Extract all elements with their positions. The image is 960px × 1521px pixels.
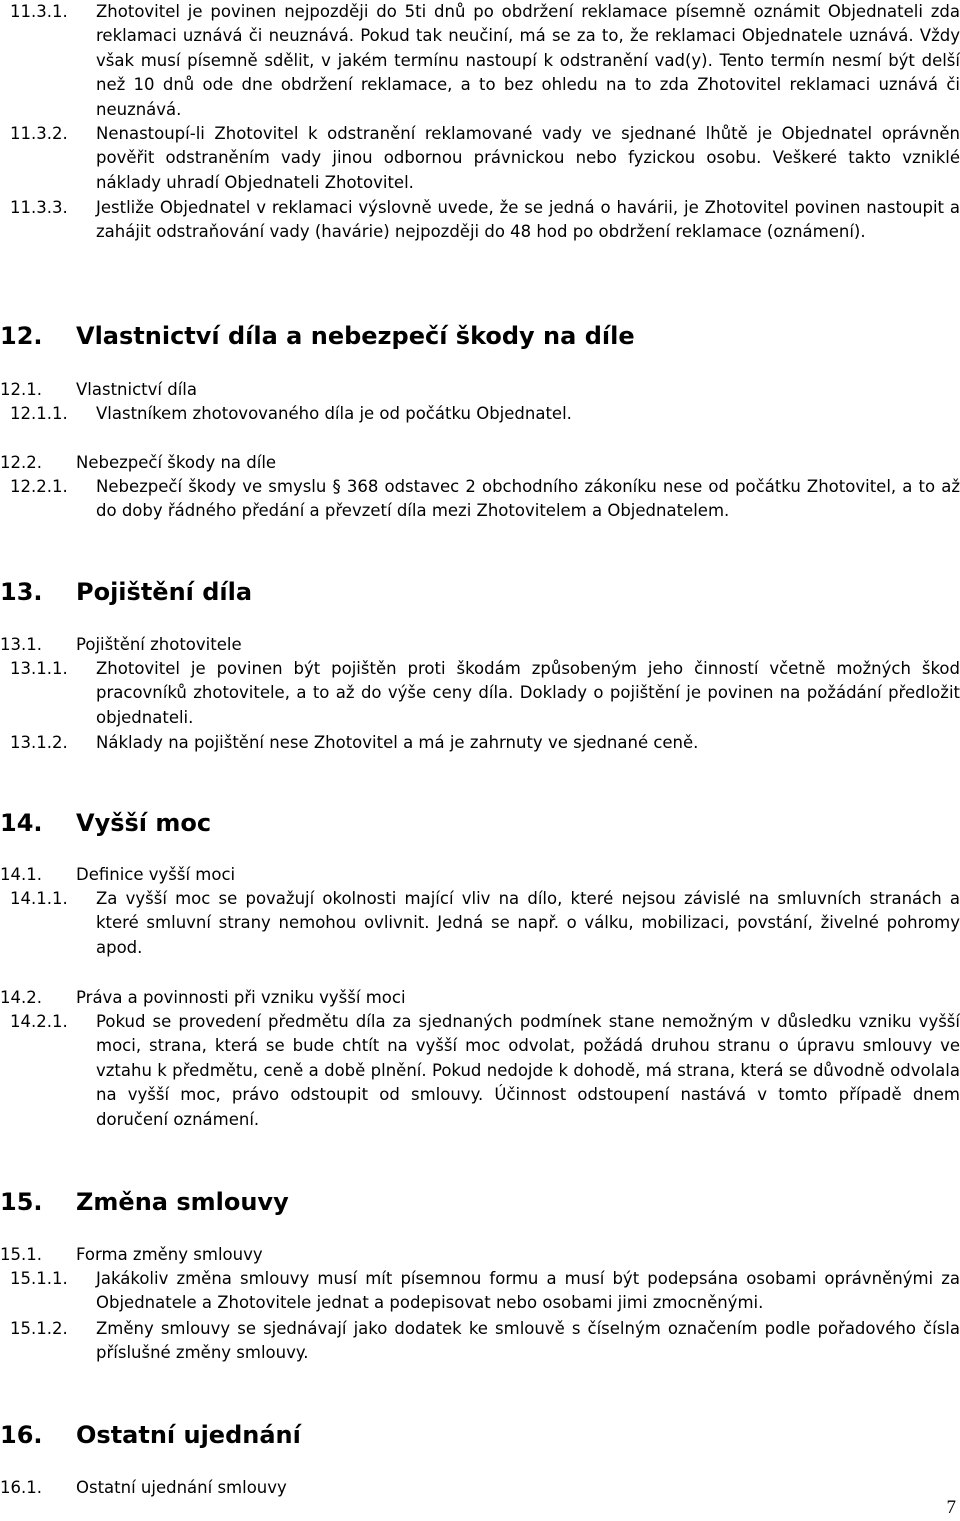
clause-number: 11.3.2. [10,124,68,143]
clause-text: Změny smlouvy se sjednávají jako dodatek ke smlouvě s číselným označením podle pořadového čísla příslušné změny smlouvy. [96,1319,960,1363]
section-number: 13. [0,578,43,606]
clause-15-1-2 [10,1317,960,1366]
subsection-12-1 [0,378,960,402]
clause-12-1-1 [10,402,960,426]
clause-number: 11.3.1. [10,2,68,21]
subsection-number: 14.1. [0,865,42,884]
clause-14-1-1 [10,887,960,960]
clause-14-2-1 [10,1010,960,1132]
subsection-number: 12.2. [0,453,42,472]
clause-number: 13.1.2. [10,733,68,752]
page-number: 7 [946,1497,956,1518]
section-heading-14 [0,806,960,840]
section-heading-12 [0,319,960,353]
subsection-12-2 [0,451,960,475]
clause-11-3-3 [10,196,960,245]
subsection-14-2 [0,986,960,1010]
clause-number: 11.3.3. [10,198,68,217]
clause-number: 12.1.1. [10,404,68,423]
section-heading-13 [0,575,960,609]
subsection-number: 16.1. [0,1478,42,1497]
section-number: 16. [0,1421,43,1449]
section-title: Pojištění díla [76,578,253,606]
clause-number: 14.1.1. [10,889,68,908]
subsection-title: Práva a povinnosti při vzniku vyšší moci [76,988,406,1007]
clause-text: Náklady na pojištění nese Zhotovitel a má je zahrnuty ve sjednané ceně. [96,733,699,752]
clause-13-1-2 [10,731,960,755]
clause-number: 13.1.1. [10,659,68,678]
clause-text: Jestliže Objednatel v reklamaci výslovně uvede, že se jedná o havárii, je Zhotovitel povinen nastoupit a zahájit odstraňování vady (havárie) nejpozději do 48 hod po obdržení reklamace (oznámení). [96,198,960,242]
subsection-number: 15.1. [0,1245,42,1264]
clause-12-2-1 [10,475,960,524]
subsection-13-1 [0,633,960,657]
section-title: Vlastnictví díla a nebezpečí škody na díle [76,322,635,350]
section-title: Změna smlouvy [76,1188,289,1216]
section-number: 14. [0,809,43,837]
clause-number: 15.1.1. [10,1269,68,1288]
subsection-title: Nebezpečí škody na díle [76,453,277,472]
section-number: 12. [0,322,43,350]
clause-13-1-1 [10,657,960,730]
section-title: Vyšší moc [76,809,212,837]
clause-number: 12.2.1. [10,477,68,496]
subsection-title: Forma změny smlouvy [76,1245,263,1264]
clause-text: Za vyšší moc se považují okolnosti mající vliv na dílo, které nejsou závislé na smluvních stranách a které smluvní strany nemohou ovlivnit. Jedná se např. o válku, mobilizaci, povstání, živelné pohromy apod. [96,889,960,957]
clause-number: 14.2.1. [10,1012,68,1031]
subsection-number: 14.2. [0,988,42,1007]
clause-11-3-2 [10,122,960,195]
subsection-title: Definice vyšší moci [76,865,236,884]
clause-text: Nenastoupí-li Zhotovitel k odstranění reklamované vady ve sjednané lhůtě je Objednatel oprávněn pověřit odstraněním vady jinou odbornou právnickou nebo fyzickou osobu. Veškeré takto vzniklé náklady uhradí Objednateli Zhotovitel. [96,124,960,192]
subsection-16-1 [0,1476,960,1500]
clause-text: Nebezpečí škody ve smyslu § 368 odstavec 2 obchodního zákoníku nese od počátku Zhotovitel, a to až do doby řádného předání a převzetí díla mezi Zhotovitelem a Objednatelem. [96,477,960,521]
clause-text: Vlastníkem zhotovovaného díla je od počátku Objednatel. [96,404,572,423]
section-title: Ostatní ujednání [76,1421,301,1449]
clause-text: Pokud se provedení předmětu díla za sjednaných podmínek stane nemožným v důsledku vzniku vyšší moci, strana, která se bude chtít na vyšší moc odvolat, požádá druhou stranu o úpravu smlouvy ve vztahu k předmětu, ceně a době plnění. Pokud nedojde k dohodě, má strana, která se důvodně odvolala na vyšší moc, právo odstoupit od smlouvy. Účinnost odstoupení nastává v tomto případě dnem doručení oznámení. [96,1012,960,1129]
subsection-15-1 [0,1243,960,1267]
clause-text: Jakákoliv změna smlouvy musí mít písemnou formu a musí být podepsána osobami oprávněnými za Objednatele a Zhotovitele jednat a podepisovat nebo osobami jimi zmocněnými. [96,1269,960,1313]
subsection-title: Ostatní ujednání smlouvy [76,1478,287,1497]
clause-text: Zhotovitel je povinen být pojištěn proti škodám způsobeným jeho činností včetně možných škod pracovníků zhotovitele, a to až do výše ceny díla. Doklady o pojištění je povinen na požádání předložit objednateli. [96,659,960,727]
subsection-title: Vlastnictví díla [76,380,197,399]
subsection-title: Pojištění zhotovitele [76,635,242,654]
section-heading-16 [0,1418,960,1452]
clause-11-3-1 [10,0,960,122]
subsection-number: 13.1. [0,635,42,654]
subsection-14-1 [0,863,960,887]
clause-15-1-1 [10,1267,960,1316]
clause-text: Zhotovitel je povinen nejpozději do 5ti dnů po obdržení reklamace písemně oznámit Objednateli zda reklamaci uznává či neuznává. Pokud tak neučiní, má se za to, že reklamaci Objednatele uznává. Vždy však musí písemně sdělit, v jakém termínu nastoupí k odstranění vad(y). Tento termín nesmí být delší než 10 dnů ode dne obdržení reklamace, a to bez ohledu na to zda Zhotovitel reklamaci uznává či neuznává. [96,2,960,119]
section-number: 15. [0,1188,43,1216]
clause-number: 15.1.2. [10,1319,68,1338]
section-heading-15 [0,1185,960,1219]
subsection-number: 12.1. [0,380,42,399]
